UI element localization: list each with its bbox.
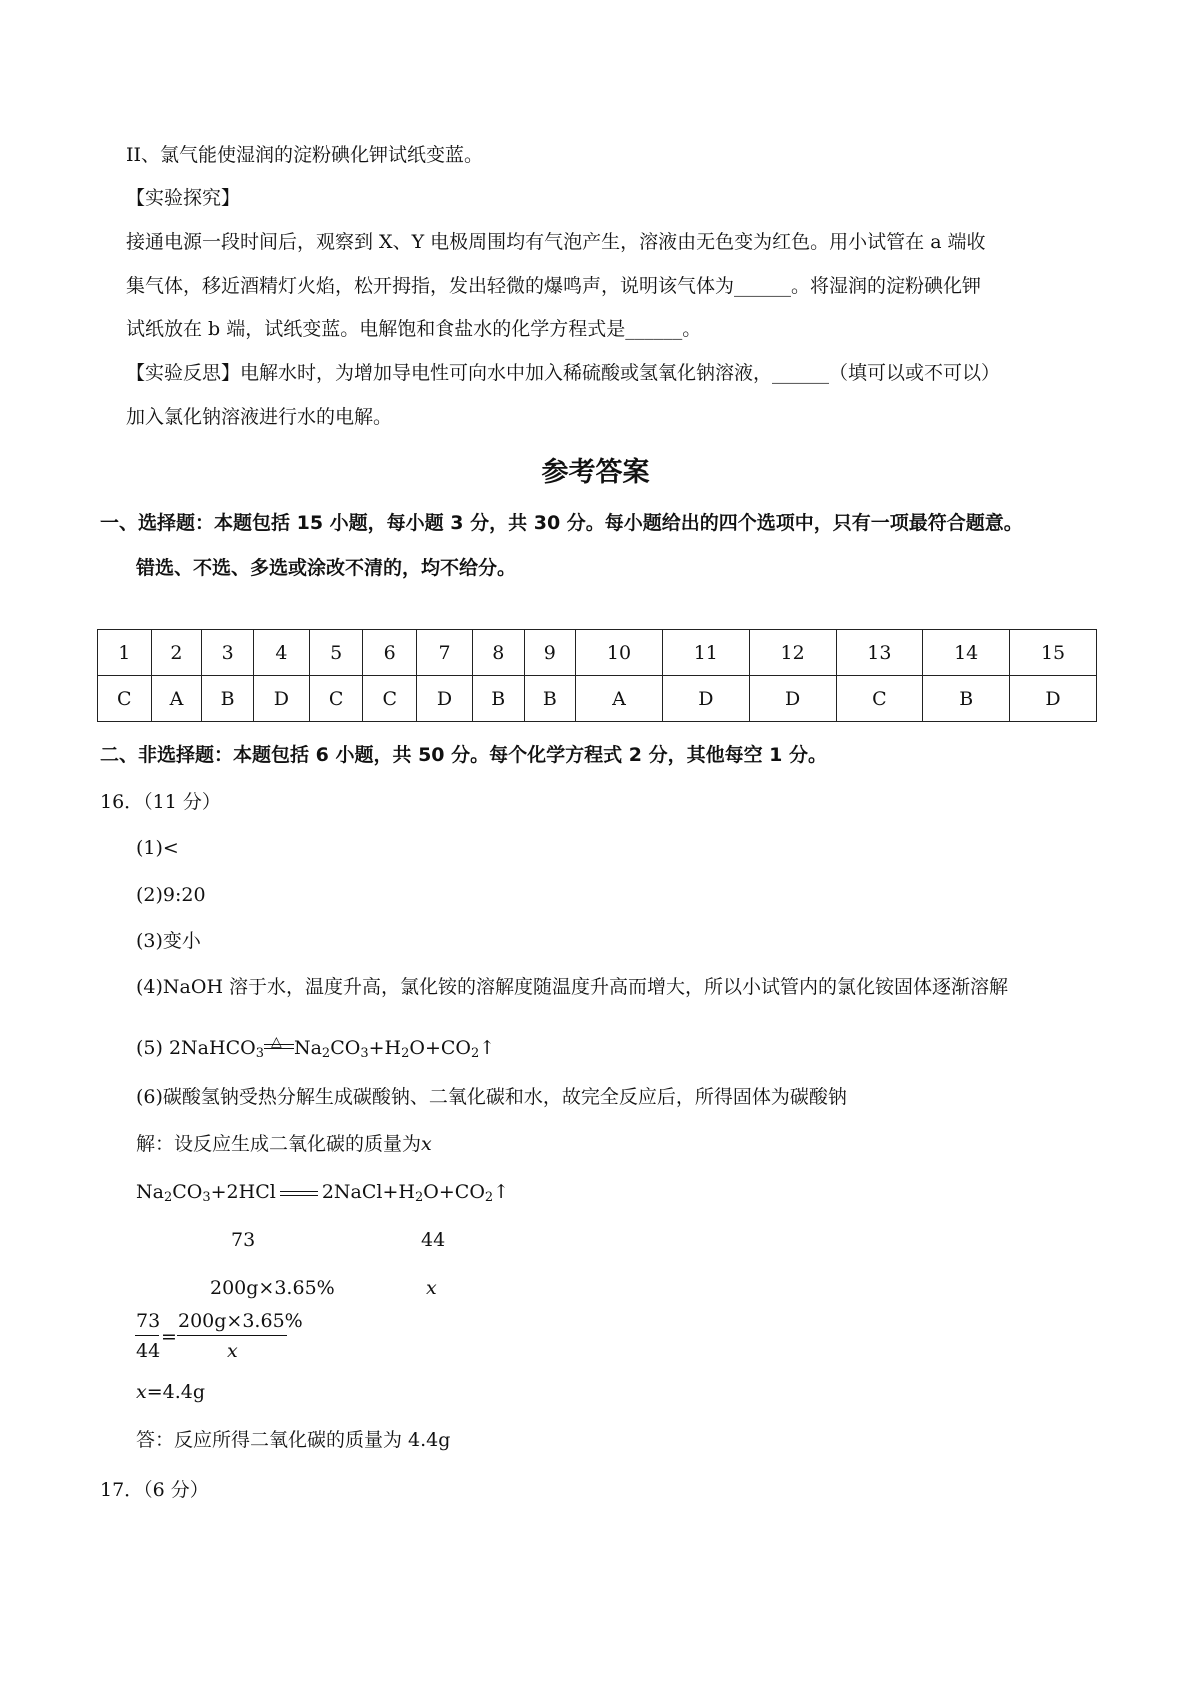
question-16-header: 16．（11 分）	[100, 791, 221, 813]
q16-answer-5-equation: (5) 2NaHCO$_3$ △ $Na_2CO_3+H_2O+CO_2↑$	[136, 1034, 496, 1061]
fraction-left-numerator: 73	[136, 1310, 161, 1332]
q16-answer-1: (1)<	[136, 837, 179, 859]
question-number-cell: 4	[253, 630, 309, 676]
q16-reaction-equation: $Na_2CO_3+2HCl$ $2NaCl+H_2O+CO_2↑$	[136, 1181, 510, 1205]
answers-title: 参考答案	[541, 457, 650, 488]
answer-choice-cell: C	[836, 676, 923, 722]
answer-choice-cell: B	[524, 676, 576, 722]
explore-title: 【实验探究】	[126, 187, 241, 209]
answer-table-choice-row	[98, 676, 1097, 722]
section-1-line-2: 错选、不选、多选或涂改不清的，均不给分。	[136, 557, 517, 579]
unknown-mass-co2: x	[426, 1277, 437, 1299]
answer-choice-cell: C	[309, 676, 363, 722]
heating-equals-sign	[264, 1034, 294, 1054]
answer-choice-cell: B	[202, 676, 254, 722]
answer-choice-cell: C	[98, 676, 152, 722]
answer-choice-cell: D	[253, 676, 309, 722]
q16-answer-3: (3)变小	[136, 930, 201, 952]
question-number-cell: 11	[662, 630, 749, 676]
molar-mass-hcl: 73	[231, 1229, 256, 1251]
question-number-cell: 2	[151, 630, 202, 676]
question-number-cell: 1	[98, 630, 152, 676]
question-number-cell: 15	[1010, 630, 1097, 676]
question-number-cell: 14	[923, 630, 1010, 676]
answer-choice-cell: B	[472, 676, 524, 722]
question-number-cell: 8	[472, 630, 524, 676]
intro-item-2: II、氯气能使湿润的淀粉碘化钾试纸变蓝。	[126, 144, 484, 166]
answer-choice-cell: A	[576, 676, 663, 722]
answer-choice-cell: D	[417, 676, 473, 722]
fraction-right-numerator: 200g×3.65%	[178, 1310, 303, 1332]
question-number-cell: 5	[309, 630, 363, 676]
fraction-right-denominator: x	[227, 1340, 238, 1362]
answer-choice-cell: D	[1010, 676, 1097, 722]
question-number-cell: 10	[576, 630, 663, 676]
q16-final-answer: 答：反应所得二氧化碳的质量为 4.4g	[136, 1429, 451, 1451]
fraction-right-bar	[177, 1335, 287, 1336]
answer-choice-cell: A	[151, 676, 202, 722]
question-number-cell: 6	[363, 630, 417, 676]
answer-table-number-row	[98, 630, 1097, 676]
q16-result: x=4.4g	[136, 1381, 206, 1403]
answer-choice-cell: D	[749, 676, 836, 722]
q16-solve-setup: 解：设反应生成二氧化碳的质量为x	[136, 1133, 432, 1155]
reflect-paragraph-line-2: 加入氯化钠溶液进行水的电解。	[126, 406, 393, 428]
question-number-cell: 9	[524, 630, 576, 676]
q16-answer-2: (2)9:20	[136, 884, 206, 906]
fraction-left-denominator: 44	[136, 1340, 161, 1362]
answer-table	[97, 629, 1097, 722]
explore-paragraph-line-3: 试纸放在 b 端，试纸变蓝。电解饱和食盐水的化学方程式是______。	[126, 318, 702, 340]
answer-choice-cell: D	[662, 676, 749, 722]
gas-arrow-icon: ↑	[493, 1181, 510, 1203]
known-mass-hcl: 200g×3.65%	[210, 1277, 335, 1299]
fraction-left-bar	[135, 1335, 159, 1336]
reflect-paragraph-line-1: 【实验反思】电解水时，为增加导电性可向水中加入稀硫酸或氢氧化钠溶液，______（填可以或不可以）	[126, 362, 1001, 384]
gas-arrow-icon: ↑	[479, 1037, 496, 1059]
question-number-cell: 12	[749, 630, 836, 676]
fraction-equals-sign: =	[161, 1326, 177, 1348]
heat-triangle-icon: △	[270, 1034, 282, 1050]
answer-choice-cell: C	[363, 676, 417, 722]
explore-paragraph-line-1: 接通电源一段时间后，观察到 X、Y 电极周围均有气泡产生，溶液由无色变为红色。用小试管在 a 端收	[126, 231, 986, 253]
explore-paragraph-line-2: 集气体，移近酒精灯火焰，松开拇指，发出轻微的爆鸣声，说明该气体为______。将湿润的淀粉碘化钾	[126, 275, 982, 297]
q16-answer-4: (4)NaOH 溶于水，温度升高，氯化铵的溶解度随温度升高而增大，所以小试管内的氯化铵固体逐渐溶解	[136, 976, 1009, 998]
question-number-cell: 3	[202, 630, 254, 676]
question-number-cell: 7	[417, 630, 473, 676]
question-number-cell: 13	[836, 630, 923, 676]
section-2-heading: 二、非选择题：本题包括 6 小题，共 50 分。每个化学方程式 2 分，其他每空 1 分。	[100, 744, 828, 766]
molar-mass-co2: 44	[421, 1229, 446, 1251]
answer-choice-cell: B	[923, 676, 1010, 722]
equals-sign	[280, 1191, 318, 1196]
section-1-line-1: 一、选择题：本题包括 15 小题，每小题 3 分，共 30 分。每小题给出的四个选项中，只有一项最符合题意。	[100, 512, 1023, 534]
q16-answer-6: (6)碳酸氢钠受热分解生成碳酸钠、二氧化碳和水，故完全反应后，所得固体为碳酸钠	[136, 1086, 847, 1108]
question-17-header: 17．（6 分）	[100, 1479, 209, 1501]
